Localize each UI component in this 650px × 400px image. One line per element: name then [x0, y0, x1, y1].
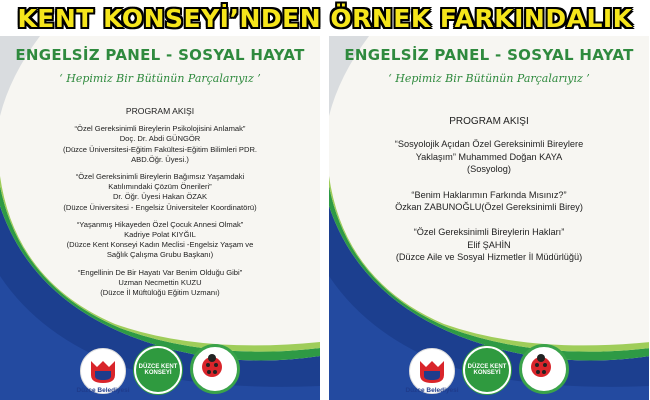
program-item	[349, 138, 629, 175]
item-line: Katılımındaki Çözüm Önerileri”	[108, 182, 212, 192]
item-line: “Özel Gereksinimli Bireylerin Hakları”	[413, 227, 565, 238]
logo-caption: Düzce Belediyesi	[405, 387, 459, 394]
kent-logo-text: DÜZCE KENT KONSEYİ	[138, 364, 178, 376]
item-line: Doç. Dr. Abdi GÜNGÖR	[119, 134, 201, 144]
program-heading: PROGRAM AKIŞI	[125, 106, 195, 116]
kent-konseyi-logo	[463, 346, 511, 394]
headline-banner	[0, 0, 650, 36]
item-line: ABD.Öğr. Üyesi.)	[131, 154, 189, 164]
item-line: “Benim Haklarımın Farkında Mısınız?”	[411, 189, 567, 200]
item-line: Sağlık Çalışma Grubu Başkanı)	[106, 250, 214, 260]
program-item	[349, 189, 629, 214]
item-line: Kadriye Polat KIYĞIL	[124, 230, 196, 240]
poster-title: ENGELSİZ PANEL - SOSYAL HAYAT	[15, 46, 305, 64]
program-heading: PROGRAM AKIŞI	[449, 116, 529, 127]
engelsiz-yasam-logo	[190, 344, 240, 394]
poster-title: ENGELSİZ PANEL - SOSYAL HAYAT	[344, 46, 634, 64]
item-line: “Yaşanmış Hikayeden Özel Çocuk Annesi Olmak”	[76, 219, 244, 229]
item-line: Dr. Öğr. Üyesi Hakan ÖZAK	[112, 192, 208, 202]
program-item	[349, 226, 629, 263]
program-item	[20, 268, 300, 299]
poster-right	[329, 36, 649, 400]
program-body	[20, 106, 300, 305]
engelsiz-yasam-logo	[519, 344, 569, 394]
ladybug-icon	[522, 347, 560, 385]
logo-row	[329, 344, 649, 394]
item-line: (Sosyolog)	[467, 164, 511, 175]
item-line: Yaklaşım” Muhammed Doğan KAYA	[415, 151, 563, 162]
item-line: “Engellinin De Bir Hayatı Var Benim Olduğu Gibi”	[77, 267, 243, 277]
duzce-belediyesi-logo	[76, 348, 130, 394]
item-line: “Sosyolojik Açıdan Özel Gereksinimli Bireylere	[394, 139, 584, 150]
duzce-belediyesi-logo	[405, 348, 459, 394]
headline-text: KENT KONSEYİ’NDEN ÖRNEK FARKINDALIK	[17, 3, 633, 33]
item-line: (Düzce Üniversitesi - Engelsiz Üniversiteler Koordinatörü)	[63, 202, 257, 212]
kent-konseyi-logo	[134, 346, 182, 394]
item-line: (Düzce İl Müftülüğü Eğitim Uzmanı)	[100, 288, 220, 298]
item-line: “Özel Gereksinimli Bireylerin Psikolojisini Anlamak”	[74, 124, 246, 134]
logo-row	[0, 344, 320, 394]
poster-left	[0, 36, 320, 400]
item-line: (Düzce Üniversitesi-Eğitim Fakültesi-Eğitim Bilimleri PDR.	[62, 144, 258, 154]
ladybug-icon	[193, 347, 231, 385]
logo-caption: Düzce Belediyesi	[76, 387, 130, 394]
item-line: (Düzce Kent Konseyi Kadın Meclisi -Engelsiz Yaşam ve	[66, 240, 254, 250]
kent-logo-text: DÜZCE KENT KONSEYİ	[467, 364, 507, 376]
program-item	[20, 172, 300, 213]
item-line: “Özel Gereksinimli Bireylerin Bağımsız Yaşamdaki	[75, 172, 245, 182]
item-line: Özkan ZABUNOĞLU(Özel Gereksinimli Birey)	[395, 202, 583, 213]
item-line: Elif ŞAHİN	[467, 239, 511, 250]
poster-slogan: ‘ Hepimiz Bir Bütünün Parçalarıyız ’	[388, 72, 590, 85]
program-body	[349, 116, 629, 277]
item-line: Uzman Necmettin KUZU	[118, 277, 202, 287]
program-item	[20, 220, 300, 261]
item-line: (Düzce Aile ve Sosyal Hizmetler İl Müdürlüğü)	[395, 252, 583, 263]
program-item	[20, 124, 300, 165]
poster-gap	[320, 36, 329, 400]
poster-slogan: ‘ Hepimiz Bir Bütünün Parçalarıyız ’	[59, 72, 261, 85]
